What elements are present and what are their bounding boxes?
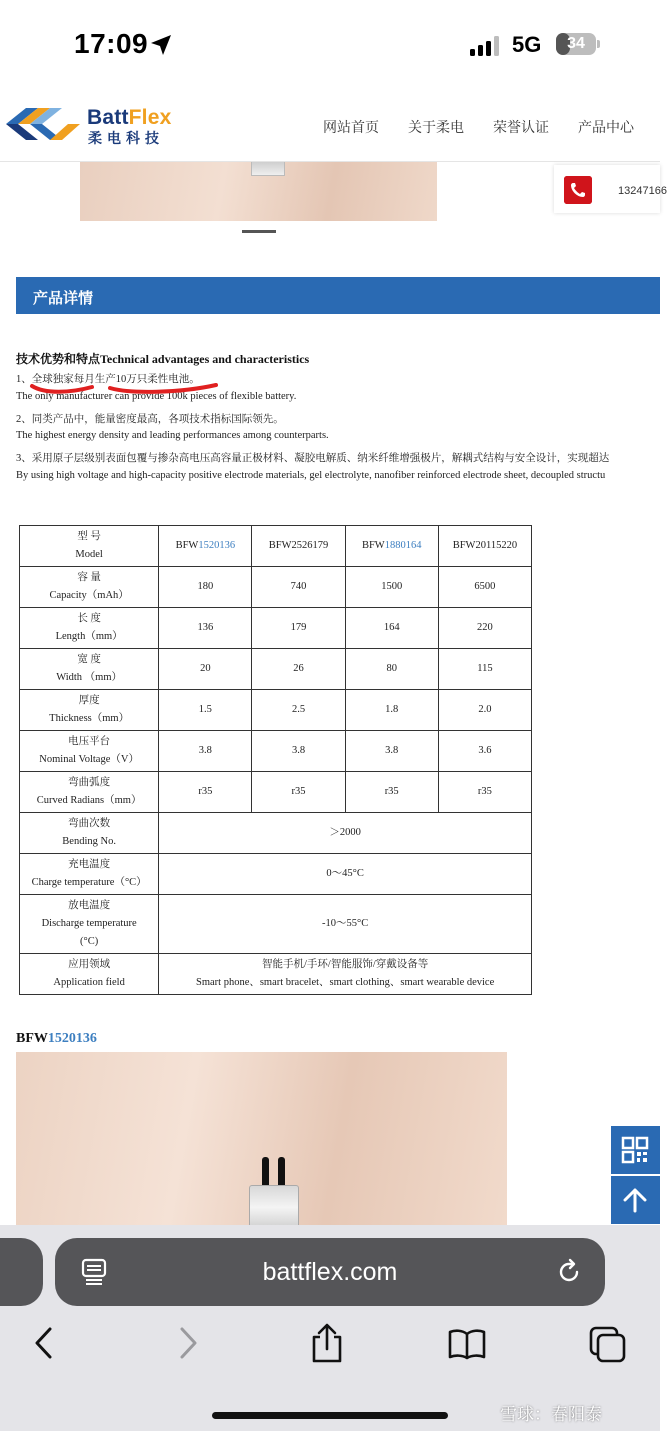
table-row — [20, 772, 532, 813]
table-cell: 6500 — [438, 567, 531, 608]
table-cell: 136 — [159, 608, 252, 649]
back-icon[interactable] — [32, 1325, 56, 1361]
table-cell: 2.5 — [252, 690, 345, 731]
url-text: battflex.com — [262, 1258, 398, 1286]
model-cell: BFW20115220 — [438, 526, 531, 567]
table-cell: r35 — [252, 772, 345, 813]
battflex-logo[interactable] — [4, 104, 80, 144]
table-cell: 3.8 — [252, 731, 345, 772]
table-cell: 740 — [252, 567, 345, 608]
phone-number: 13247166 — [618, 185, 667, 197]
previous-tab[interactable] — [0, 1238, 43, 1306]
tech-heading: 技术优势和特点Technical advantages and characteristics — [16, 352, 310, 366]
product-title: BFW1520136 — [16, 1031, 97, 1046]
table-cell: 3.8 — [159, 731, 252, 772]
table-row — [20, 567, 532, 608]
brand-name-en: BattFlex — [87, 106, 172, 129]
table-cell: 220 — [438, 608, 531, 649]
tech-line-4: The highest energy density and leading performances among counterparts. — [16, 430, 329, 441]
tabs-icon[interactable] — [589, 1326, 627, 1364]
table-cell: r35 — [438, 772, 531, 813]
table-cell: 3.8 — [345, 731, 438, 772]
table-cell: r35 — [159, 772, 252, 813]
reload-icon[interactable] — [555, 1258, 583, 1286]
battery-percent: 34 — [567, 35, 585, 52]
status-time: 17:09 — [74, 28, 149, 59]
row-label: 弯曲次数 Bending No. — [20, 813, 159, 854]
table-cell: 180 — [159, 567, 252, 608]
nav-home[interactable]: 网站首页 — [323, 119, 379, 135]
row-label: 弯曲弧度 Curved Radians（mm） — [20, 772, 159, 813]
red-annotation-underline — [30, 376, 220, 398]
tech-line-5: 3、采用原子层级别表面包覆与掺杂高电压高容量正极材料、凝胶电解质、纳米纤维增强极片，解耦式结构与安全设计，实现超达 — [16, 453, 610, 464]
bookmarks-icon[interactable] — [448, 1328, 486, 1360]
share-icon[interactable] — [310, 1323, 344, 1363]
table-cell: 80 — [345, 649, 438, 690]
table-row — [20, 731, 532, 772]
battery-cell-image — [249, 1185, 299, 1230]
tech-line-2: The only manufacturer can provide 100k pieces of flexible battery. — [16, 391, 297, 402]
brand-name-cn: 柔电科技 — [88, 130, 164, 146]
table-cell: 26 — [252, 649, 345, 690]
section-title: 产品详情 — [33, 290, 94, 307]
table-cell: 179 — [252, 608, 345, 649]
table-cell: r35 — [345, 772, 438, 813]
carousel-photo — [80, 162, 437, 221]
row-label: 充电温度 Charge temperature（°C） — [20, 854, 159, 895]
table-row — [20, 649, 532, 690]
qr-code-icon — [622, 1137, 648, 1163]
row-label: 型 号 Model — [20, 526, 159, 567]
signal-icon — [470, 36, 502, 56]
table-cell: ＞2000 — [159, 813, 532, 854]
tech-line-6: By using high voltage and high-capacity positive electrode materials, gel electrolyte, nanofiber reinforced electrode sheet, decoupled structu — [16, 470, 606, 481]
table-row — [20, 854, 532, 895]
carousel-indicator[interactable] — [242, 230, 276, 233]
table-cell: 2.0 — [438, 690, 531, 731]
watermark: 雪球：春阳泰 — [500, 1405, 602, 1424]
table-cell: 0～45°C — [159, 854, 532, 895]
table-cell: 1500 — [345, 567, 438, 608]
browser-toolbar — [0, 1225, 660, 1431]
phone-icon — [564, 176, 592, 204]
battery-cell-image — [251, 162, 285, 176]
nav-products[interactable]: 产品中心 — [578, 119, 634, 135]
model-cell: BFW2526179 — [252, 526, 345, 567]
table-cell: 164 — [345, 608, 438, 649]
floating-phone-contact[interactable] — [554, 165, 667, 213]
row-label: 应用领域 Application field — [20, 954, 159, 995]
row-label: 放电温度 Discharge temperature (°C) — [20, 895, 159, 954]
table-row — [20, 690, 532, 731]
table-row — [20, 608, 532, 649]
model-cell: BFW1520136 — [159, 526, 252, 567]
nav-about[interactable]: 关于柔电 — [408, 119, 464, 135]
forward-icon[interactable] — [176, 1325, 200, 1361]
arrow-up-icon — [622, 1187, 648, 1213]
qr-code-button[interactable] — [611, 1126, 660, 1174]
product-photo — [16, 1052, 507, 1225]
table-cell: 3.6 — [438, 731, 531, 772]
row-label: 容 量 Capacity（mAh） — [20, 567, 159, 608]
network-type: 5G — [512, 32, 542, 57]
table-cell: 智能手机/手环/智能服饰/穿戴设备等 Smart phone、smart bracelet、smart clothing、smart wearable device — [159, 954, 532, 995]
table-cell: 20 — [159, 649, 252, 690]
table-row — [20, 895, 532, 954]
site-header — [0, 90, 660, 162]
back-to-top-button[interactable] — [611, 1176, 660, 1224]
table-row — [20, 526, 532, 567]
status-bar — [0, 0, 660, 90]
section-header — [16, 277, 660, 314]
row-label: 厚度 Thickness（mm） — [20, 690, 159, 731]
location-arrow-icon — [150, 34, 172, 56]
table-row — [20, 954, 532, 995]
spec-table — [19, 525, 532, 995]
row-label: 电压平台 Nominal Voltage（V） — [20, 731, 159, 772]
row-label: 长 度 Length（mm） — [20, 608, 159, 649]
row-label: 宽 度 Width （mm） — [20, 649, 159, 690]
tech-line-1: 1、全球独家每月生产10万只柔性电池。 — [16, 374, 200, 385]
table-cell: 1.8 — [345, 690, 438, 731]
tech-line-3: 2、同类产品中，能量密度最高，各项技术指标国际领先。 — [16, 414, 284, 425]
model-cell: BFW1880164 — [345, 526, 438, 567]
table-cell: 115 — [438, 649, 531, 690]
battery-icon — [556, 33, 600, 55]
address-bar[interactable] — [55, 1238, 605, 1306]
table-cell: -10～55°C — [159, 895, 532, 954]
table-row — [20, 813, 532, 854]
table-cell: 1.5 — [159, 690, 252, 731]
home-indicator[interactable] — [212, 1412, 448, 1419]
nav-honors[interactable]: 荣誉认证 — [493, 119, 549, 135]
